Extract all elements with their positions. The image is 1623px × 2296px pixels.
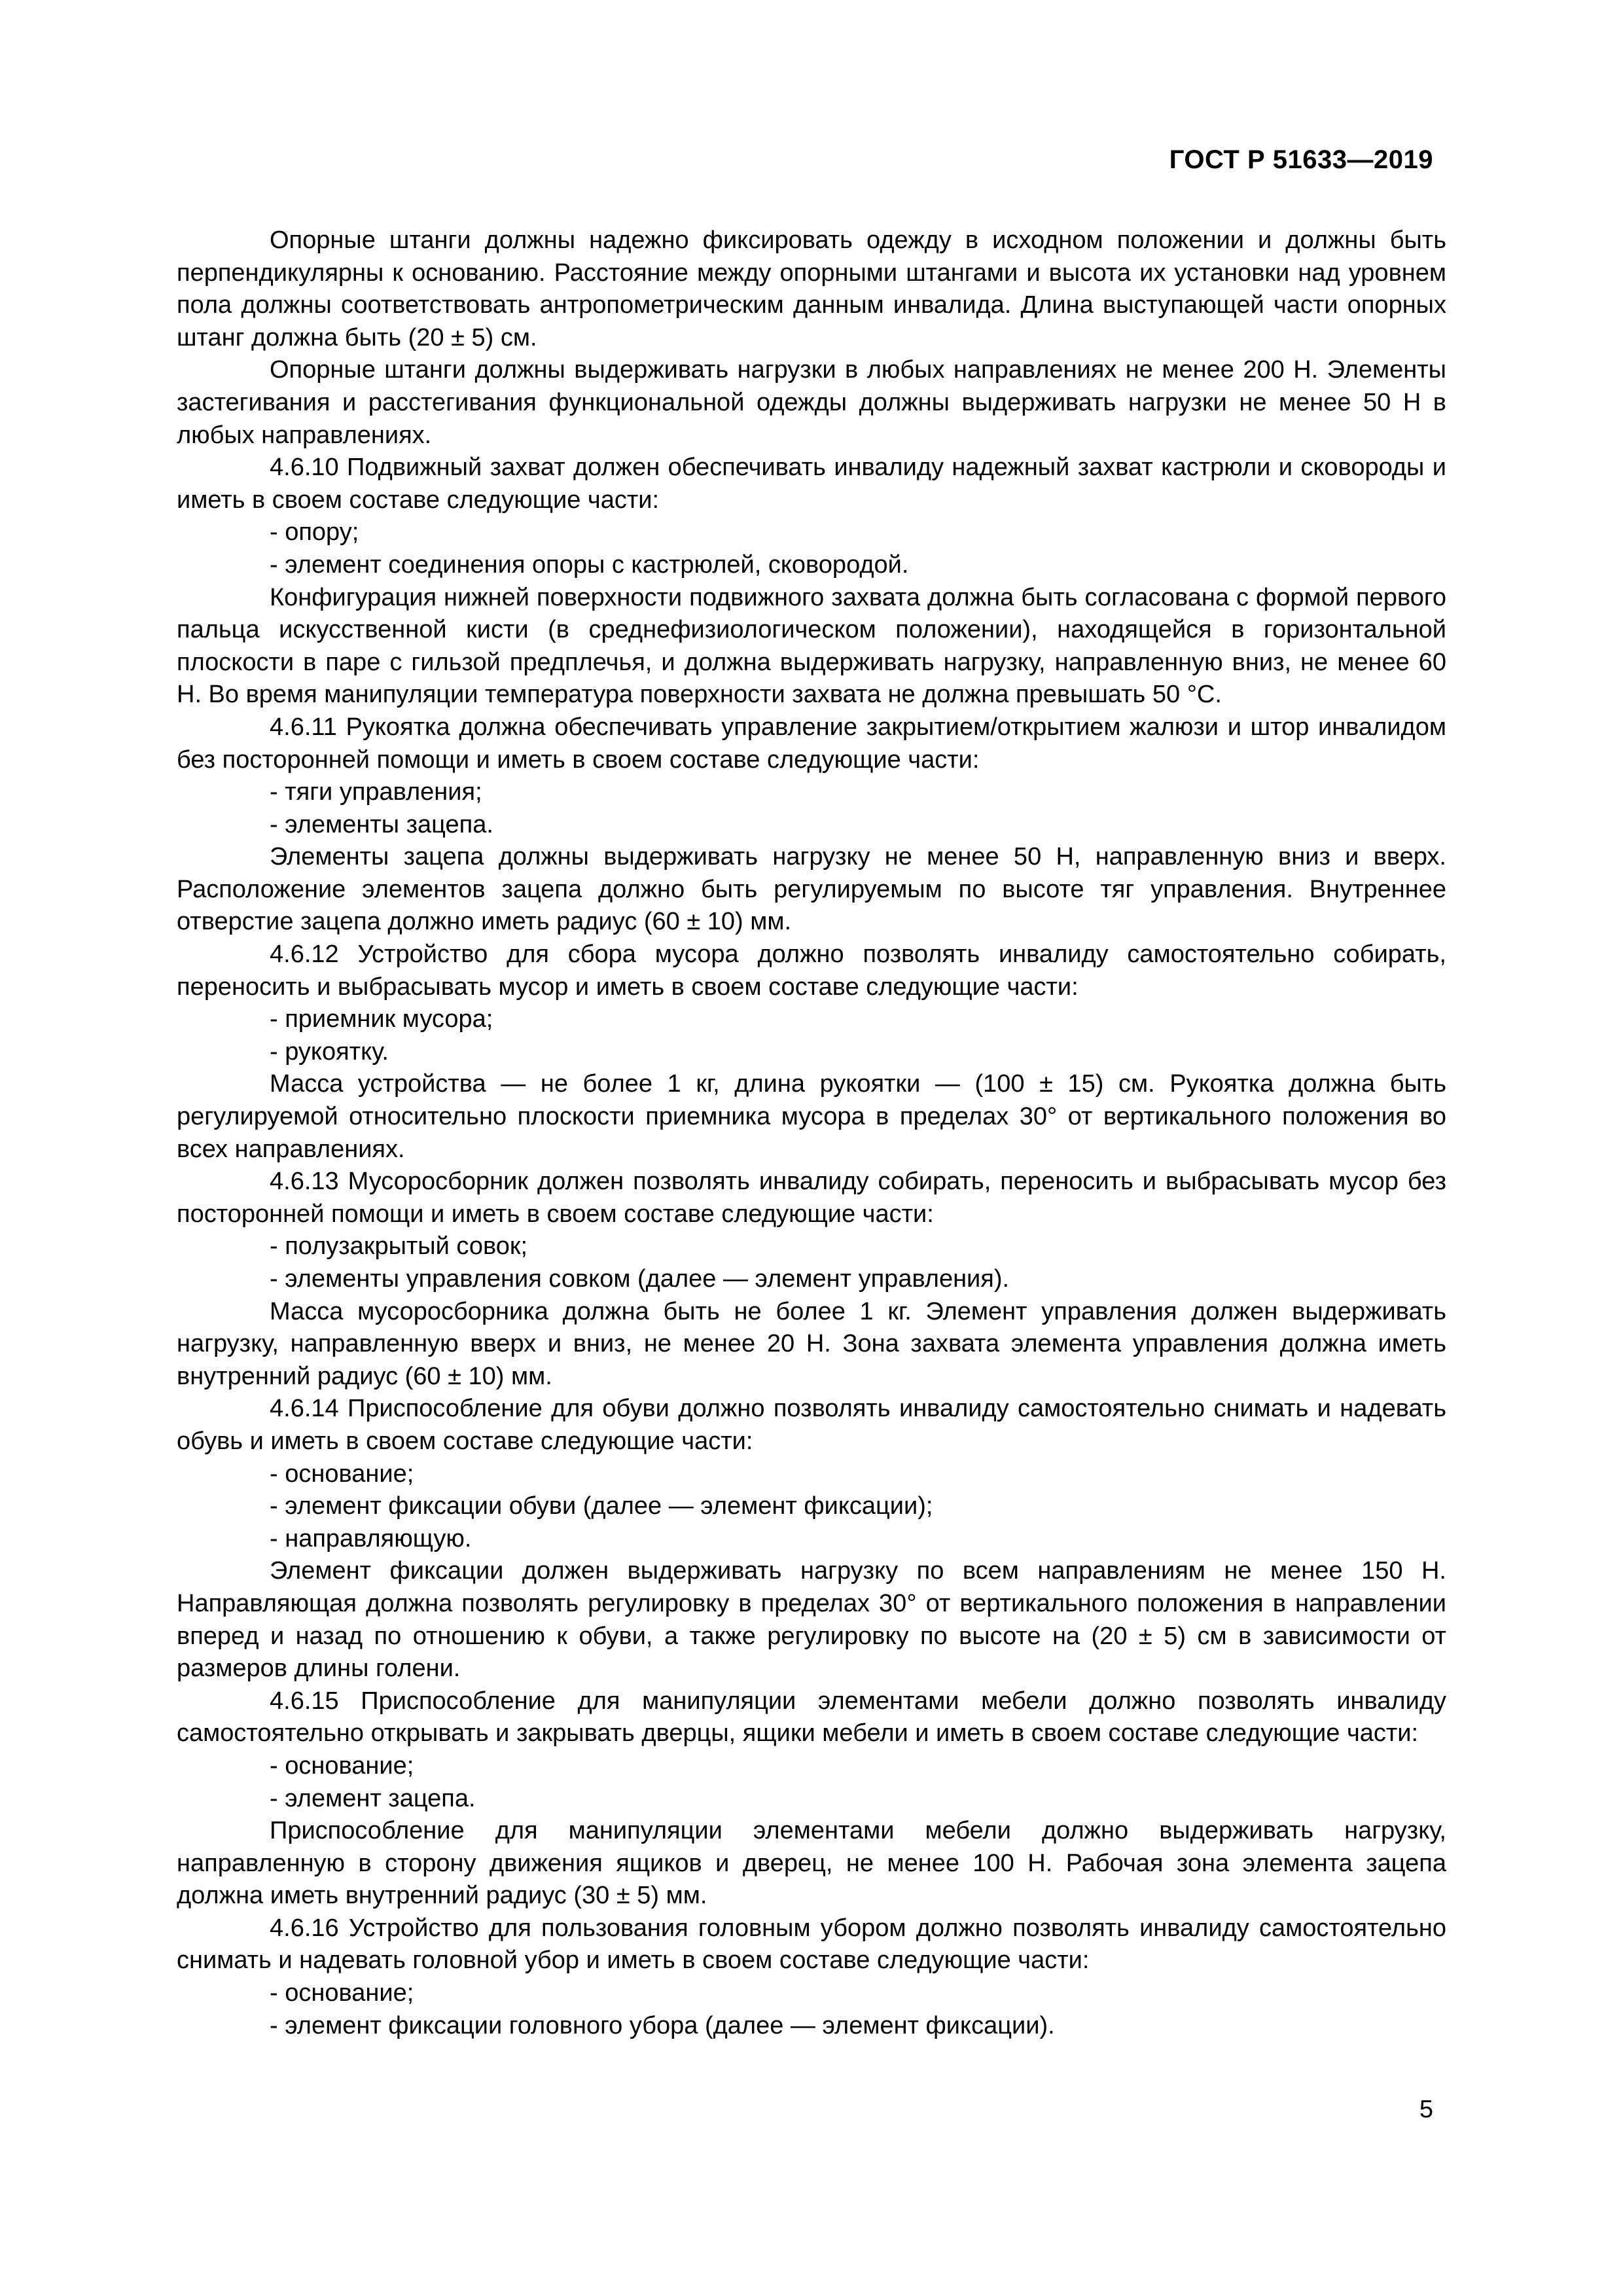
paragraph: 4.6.11 Рукоятка должна обеспечивать управление закрытием/открытием жалюзи и штор инвалидом без посторонней помощи и иметь в своем составе следующие части: <box>177 713 1446 774</box>
list-item: - опору; <box>270 518 359 547</box>
paragraph: Опорные штанги должны надежно фиксировать одежду в исходном положении и должны быть перпендикулярны к основанию. Расстояние между опорными штангами и высота их установки над уровнем пола должны соответствовать антропометрическим данным инвалида. Длина выступающей части опорных штанг должна быть (20 ± 5) см. <box>177 226 1446 351</box>
list-item: - направляющую. <box>270 1524 472 1552</box>
paragraph: Конфигурация нижней поверхности подвижного захвата должна быть согласована с формой первого пальца искусственной кисти (в среднефизиологическом положении), находящейся в горизонтальной плоскости в паре с гильзой предплечья, и должна выдерживать нагрузку, направленную вниз, не менее 60 Н. Во время манипуляции температура поверхности захвата не должна превышать 50 °С. <box>177 583 1446 709</box>
list-item: - элементы зацепа. <box>270 810 493 838</box>
paragraph: Приспособление для манипуляции элементами мебели должно выдерживать нагрузку, направленную в сторону движения ящиков и дверец, не менее 100 Н. Рабочая зона элемента зацепа должна иметь внутренний радиус (30 ± 5) мм. <box>177 1817 1446 1910</box>
list-item: - приемник мусора; <box>270 1005 493 1033</box>
list-item: - элементы управления совком (далее — элемент управления). <box>270 1265 1010 1293</box>
list-item: - полузакрытый совок; <box>270 1232 528 1261</box>
paragraph: 4.6.13 Мусоросборник должен позволять инвалиду собирать, переносить и выбрасывать мусор без посторонней помощи и иметь в своем составе следующие части: <box>177 1168 1446 1228</box>
paragraph: Опорные штанги должны выдерживать нагрузки в любых направлениях не менее 200 Н. Элементы застегивания и расстегивания функциональной одежды должны выдерживать нагрузки не менее 50 Н в любых направлениях. <box>177 356 1446 449</box>
list-item: - основание; <box>270 1751 414 1780</box>
paragraph: 4.6.15 Приспособление для манипуляции элементами мебели должно позволять инвалиду самостоятельно открывать и закрывать дверцы, ящики мебели и иметь в своем составе следующие части: <box>177 1687 1446 1748</box>
document-body <box>177 224 1446 2042</box>
list-item: - основание; <box>270 1460 414 1488</box>
paragraph: 4.6.16 Устройство для пользования головным убором должно позволять инвалиду самостоятельно снимать и надевать головной убор и иметь в своем составе следующие части: <box>177 1914 1446 1975</box>
document-header: ГОСТ Р 51633—2019 <box>1169 145 1433 174</box>
list-item: - элемент фиксации обуви (далее — элемент фиксации); <box>270 1492 933 1520</box>
list-item: - элемент соединения опоры с кастрюлей, сковородой. <box>270 550 909 579</box>
list-item: - элемент зацепа. <box>270 1784 476 1812</box>
paragraph: 4.6.12 Устройство для сбора мусора должно позволять инвалиду самостоятельно собирать, переносить и выбрасывать мусор и иметь в своем составе следующие части: <box>177 941 1446 1001</box>
paragraph: Масса устройства — не более 1 кг, длина рукоятки — (100 ± 15) см. Рукоятка должна быть регулируемой относительно плоскости приемника мусора в пределах 30° от вертикального положения во всех направлениях. <box>177 1070 1446 1163</box>
paragraph: Элементы зацепа должны выдерживать нагрузку не менее 50 Н, направленную вниз и вверх. Расположение элементов зацепа должно быть регулируемым по высоте тяг управления. Внутреннее отверстие зацепа должно иметь радиус (60 ± 10) мм. <box>177 843 1446 936</box>
list-item: - рукоятку. <box>270 1037 389 1066</box>
list-item: - основание; <box>270 1979 414 2007</box>
list-item: - тяги управления; <box>270 778 482 806</box>
list-item: - элемент фиксации головного убора (далее — элемент фиксации). <box>270 2011 1055 2039</box>
paragraph: Элемент фиксации должен выдерживать нагрузку по всем направлениям не менее 150 Н. Направляющая должна позволять регулировку в пределах 30° от вертикального положения в направлении вперед и назад по отношению к обуви, а также регулировку по высоте на (20 ± 5) см в зависимости от размеров длины голени. <box>177 1557 1446 1683</box>
paragraph: 4.6.10 Подвижный захват должен обеспечивать инвалиду надежный захват кастрюли и сковороды и иметь в своем составе следующие части: <box>177 454 1446 514</box>
paragraph: Масса мусоросборника должна быть не более 1 кг. Элемент управления должен выдерживать нагрузку, направленную вверх и вниз, не менее 20 Н. Зона захвата элемента управления должна иметь внутренний радиус (60 ± 10) мм. <box>177 1297 1446 1390</box>
paragraph: 4.6.14 Приспособление для обуви должно позволять инвалиду самостоятельно снимать и надевать обувь и иметь в своем составе следующие части: <box>177 1395 1446 1455</box>
page-number: 5 <box>1419 2096 1433 2123</box>
